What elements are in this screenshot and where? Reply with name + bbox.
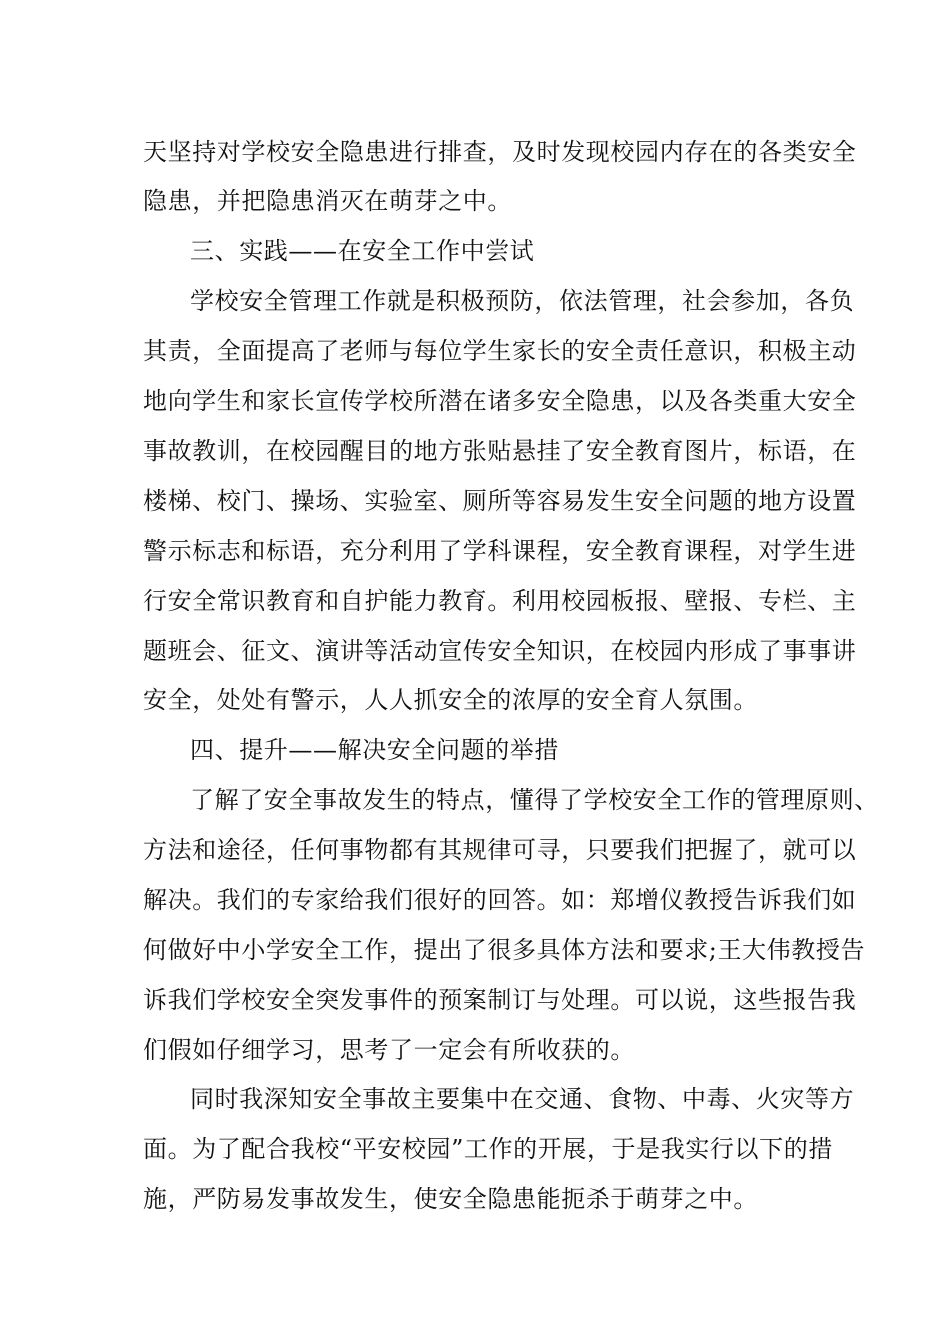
paragraph-line: 解决。我们的专家给我们很好的回答。如：郑增仪教授告诉我们如	[143, 886, 857, 914]
paragraph-line: 警示标志和标语，充分利用了学科课程，安全教育课程，对学生进	[143, 537, 857, 565]
paragraph-line: 学校安全管理工作就是积极预防，依法管理，社会参加，各负	[190, 287, 855, 315]
paragraph-line: 诉我们学校安全突发事件的预案制订与处理。可以说，这些报告我	[143, 986, 857, 1014]
paragraph-line: 事故教训，在校园醒目的地方张贴悬挂了安全教育图片，标语，在	[143, 437, 857, 465]
section-heading: 三、实践——在安全工作中尝试	[190, 237, 535, 265]
paragraph-line: 天坚持对学校安全隐患进行排查，及时发现校园内存在的各类安全	[143, 138, 857, 166]
section-heading: 四、提升——解决安全问题的举措	[190, 736, 559, 764]
paragraph-line: 方法和途径，任何事物都有其规律可寻，只要我们把握了，就可以	[143, 836, 857, 864]
paragraph-line: 地向学生和家长宣传学校所潜在诸多安全隐患，以及各类重大安全	[143, 387, 857, 415]
paragraph-line: 同时我深知安全事故主要集中在交通、食物、中毒、火灾等方	[190, 1085, 855, 1113]
paragraph-line: 题班会、征文、演讲等活动宣传安全知识，在校园内形成了事事讲	[143, 637, 857, 665]
paragraph-line: 隐患，并把隐患消灭在萌芽之中。	[143, 187, 512, 215]
paragraph-line: 们假如仔细学习，思考了一定会有所收获的。	[143, 1036, 635, 1064]
paragraph-line: 面。为了配合我校“平安校园”工作的开展，于是我实行以下的措	[143, 1135, 833, 1163]
paragraph-line: 楼梯、校门、操场、实验室、厕所等容易发生安全问题的地方设置	[143, 487, 857, 515]
paragraph-line: 其责，全面提高了老师与每位学生家长的安全责任意识，积极主动	[143, 337, 857, 365]
paragraph-line: 了解了安全事故发生的特点，懂得了学校安全工作的管理原则、	[190, 786, 879, 814]
paragraph-line: 安全，处处有警示，人人抓安全的浓厚的安全育人氛围。	[143, 686, 758, 714]
paragraph-line: 何做好中小学安全工作，提出了很多具体方法和要求;王大伟教授告	[143, 936, 866, 964]
paragraph-line: 施，严防易发事故发生，使安全隐患能扼杀于萌芽之中。	[143, 1185, 758, 1213]
paragraph-line: 行安全常识教育和自护能力教育。利用校园板报、壁报、专栏、主	[143, 587, 857, 615]
